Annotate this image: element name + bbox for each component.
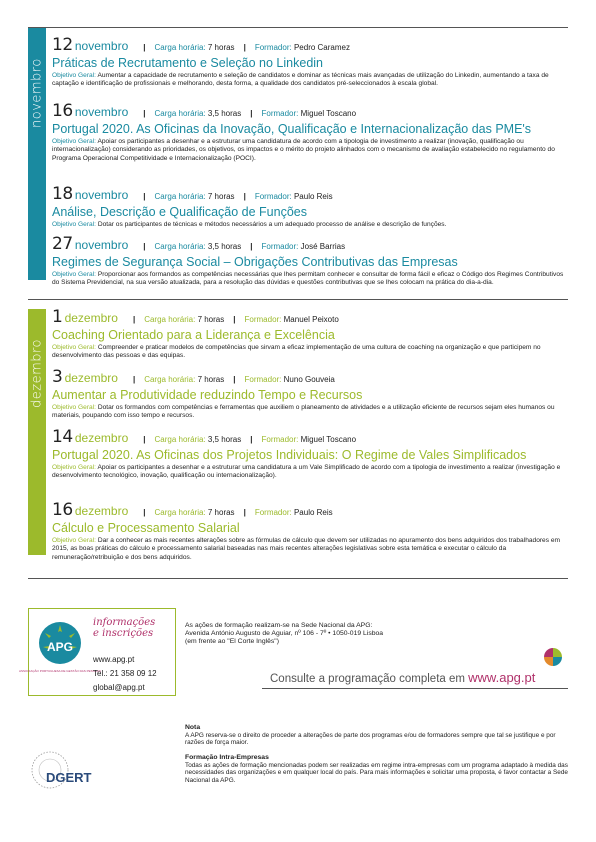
address-line-3: (em frente ao "El Corte Inglês"): [185, 638, 279, 645]
meta-separator: |: [143, 508, 146, 517]
meta-separator: |: [143, 192, 146, 201]
course-month: novembro: [74, 105, 129, 119]
november-bar: [28, 28, 46, 280]
course-title: Portugal 2020. As Oficinas dos Projetos Individuais: O Regime de Vales Simplificados: [52, 448, 527, 462]
course-meta: [52, 234, 568, 254]
hours-label: Carga horária:: [154, 435, 206, 444]
consult-underline: [262, 688, 568, 689]
course-description: [52, 138, 568, 163]
hours-label: Carga horária:: [154, 508, 206, 517]
objective-label: Objetivo Geral:: [52, 404, 96, 411]
consult-text: Consulte a programação completa em: [270, 673, 469, 685]
info-email-link[interactable]: global@apg.pt: [93, 683, 145, 692]
objective-label: Objetivo Geral:: [52, 344, 96, 351]
meta-separator: |: [132, 315, 136, 324]
course-hours: 7 horas: [207, 43, 235, 52]
course-title: Aumentar a Produtividade reduzindo Tempo e Recursos: [52, 388, 363, 402]
course-day: 16: [52, 500, 73, 520]
meta-separator: |: [250, 242, 253, 251]
meta-separator: |: [143, 43, 146, 52]
meta-separator: |: [132, 375, 136, 384]
course-title: Portugal 2020. As Oficinas da Inovação, Qualificação e Internacionalização das PME's: [52, 122, 532, 136]
meta-separator: |: [143, 242, 146, 251]
trainer-label: Formador:: [261, 435, 299, 444]
apg-dot-icon: [544, 648, 562, 666]
address-line-2: Avenida António Augusto de Aguiar, nº 106 - 7º • 1050-019 Lisboa: [185, 630, 384, 637]
meta-separator: |: [233, 375, 236, 384]
course-month: novembro: [74, 238, 129, 252]
course-meta: [52, 500, 568, 520]
objective-text: Compreender e praticar modelos de competências que sirvam a eficaz implementação de uma cultura de coaching na organização e que participem no desenvolvimento das pessoas e das equipas.: [52, 344, 541, 360]
course-title: Práticas de Recrutamento e Seleção no Linkedin: [52, 56, 323, 70]
course-title: Cálculo e Processamento Salarial: [52, 521, 240, 535]
month-label-december: dezembro: [29, 339, 45, 409]
meta-separator: |: [143, 109, 146, 118]
meta-separator: |: [250, 109, 253, 118]
course-item: [52, 101, 568, 163]
course-meta: [52, 427, 568, 447]
trainer-label: Formador:: [254, 192, 292, 201]
month-label-november: novembro: [29, 58, 45, 128]
course-hours: 3,5 horas: [207, 435, 242, 444]
trainer-label: Formador:: [244, 375, 282, 384]
course-day: 3: [52, 367, 63, 387]
course-trainer: Paulo Reis: [293, 192, 333, 201]
trainer-label: Formador:: [261, 242, 299, 251]
course-trainer: José Barrias: [300, 242, 346, 251]
course-trainer: Miguel Toscano: [300, 109, 357, 118]
course-description: [52, 404, 568, 421]
course-hours: 7 horas: [197, 315, 225, 324]
course-item: [52, 427, 568, 481]
hours-label: Carga horária:: [154, 43, 206, 52]
december-bar: [28, 309, 46, 555]
course-description: [52, 464, 568, 481]
course-trainer: Paulo Reis: [293, 508, 333, 517]
course-description: [52, 72, 568, 89]
hours-label: Carga horária:: [144, 315, 196, 324]
course-description: [52, 221, 568, 229]
course-meta: [52, 307, 568, 327]
trainer-label: Formador:: [254, 43, 292, 52]
objective-text: Dotar os participantes de técnicas e métodos necessários a um adequado processo de análise e descrição de funções.: [97, 221, 447, 228]
objective-label: Objetivo Geral:: [52, 138, 96, 145]
meta-separator: |: [243, 508, 246, 517]
course-item: [52, 234, 568, 288]
info-web-link[interactable]: www.apg.pt: [93, 655, 135, 664]
intra-block: [185, 754, 568, 784]
course-hours: 3,5 horas: [207, 109, 242, 118]
course-month: novembro: [74, 188, 129, 202]
meta-separator: |: [233, 315, 236, 324]
course-month: dezembro: [74, 431, 129, 445]
meta-separator: |: [143, 435, 146, 444]
objective-text: Proporcionar aos formandos as competências necessárias que lhes permitam conhecer e consultar de forma fácil e eficaz o Código dos Regimes Contributivos do Sistema Previdencial, na sua versão atualizada, para a resolução das dúvidas e questões contributivas que se lhes colocam na prática do dia-a-dia.: [52, 271, 564, 287]
dgert-logo: [28, 740, 118, 800]
top-rule: [28, 27, 568, 28]
course-title: Regimes de Segurança Social – Obrigações Contributivas das Empresas: [52, 255, 458, 269]
trainer-label: Formador:: [261, 109, 299, 118]
consult-line: [270, 670, 535, 685]
course-trainer: Miguel Toscano: [300, 435, 357, 444]
objective-label: Objetivo Geral:: [52, 221, 96, 228]
trainer-label: Formador:: [244, 315, 282, 324]
meta-separator: |: [250, 435, 253, 444]
course-item: [52, 367, 568, 421]
objective-text: Dar a conhecer as mais recentes alterações sobre as fórmulas de cálculo que devem ser utilizadas no apuramento dos bens adquiridos dos trabalhadores em 2015, as boas práticas do cálculo e processamento salarial baseadas nas mais recentes alterações legislativas sobre esta temática e executar o cálculo da remuneração/retribuição e dos bens adquiridos.: [52, 537, 561, 561]
meta-separator: |: [243, 192, 246, 201]
course-item: [52, 184, 568, 229]
course-day: 16: [52, 101, 73, 121]
info-phone: Tel.: 21 358 09 12: [93, 669, 157, 678]
objective-text: Apoiar os participantes a desenhar e a estruturar uma candidatura a um Vale Simplificado de acordo com a tipologia de investimento a realizar (investigação e desenvolvimento tecnológico, inovação, qualificação ou internacionalização).: [52, 464, 561, 480]
course-description: [52, 271, 568, 288]
course-item: [52, 500, 568, 562]
apg-logo: [19, 619, 101, 679]
hours-label: Carga horária:: [154, 109, 206, 118]
hours-label: Carga horária:: [154, 242, 206, 251]
footer-rule: [28, 578, 568, 579]
course-description: [52, 344, 568, 361]
course-meta: [52, 35, 568, 55]
info-title: [93, 617, 155, 639]
objective-text: Apoiar os participantes a desenhar e a estruturar uma candidatura de acordo com a tipologia de investimento a realizar (inovação, qualificação ou internacionalização) considerando as prioridades, os objetivos, os impactos e o mérito do projeto alinhados com o mecanismo de avaliação estabelecido no regulamento do Programa Operacional Competitividade e Internacionalização (POCI).: [52, 138, 555, 162]
course-month: novembro: [74, 39, 129, 53]
course-hours: 7 horas: [207, 192, 235, 201]
note-text: A APG reserva-se o direito de proceder a alterações de parte dos programas e/ou de formadores sempre que tal se justifique e por razões de força maior.: [185, 731, 556, 747]
info-title-line-2: e inscrições: [93, 628, 154, 639]
course-day: 18: [52, 184, 73, 204]
apg-logo-sub: ASSOCIAÇÃO PORTUGUESA DE GESTÃO DAS PESSOAS: [19, 669, 101, 673]
trainer-label: Formador:: [254, 508, 292, 517]
course-meta: [52, 101, 568, 121]
objective-label: Objetivo Geral:: [52, 464, 96, 471]
objective-label: Objetivo Geral:: [52, 72, 96, 79]
course-month: dezembro: [74, 504, 129, 518]
course-trainer: Pedro Caramez: [293, 43, 350, 52]
course-hours: 7 horas: [207, 508, 235, 517]
course-day: 12: [52, 35, 73, 55]
apg-logo-text: APG: [46, 640, 74, 654]
objective-label: Objetivo Geral:: [52, 271, 96, 278]
note-title: Nota: [185, 724, 201, 731]
course-day: 1: [52, 307, 63, 327]
objective-text: Dotar os formandos com competências e ferramentas que auxiliem o planeamento de atividades e a utilização eficiente de recursos sejam eles humanos ou materiais, poupando com isso tempo e recursos.: [52, 404, 555, 420]
hours-label: Carga horária:: [144, 375, 196, 384]
intra-title: Formação Intra-Empresas: [185, 754, 269, 761]
course-item: [52, 35, 568, 89]
course-day: 27: [52, 234, 73, 254]
objective-label: Objetivo Geral:: [52, 537, 96, 544]
course-hours: 3,5 horas: [207, 242, 242, 251]
meta-separator: |: [243, 43, 246, 52]
course-title: Coaching Orientado para a Liderança e Excelência: [52, 328, 335, 342]
month-divider: [28, 299, 568, 300]
course-trainer: Nuno Gouveia: [283, 375, 335, 384]
course-day: 14: [52, 427, 73, 447]
course-meta: [52, 367, 568, 387]
info-title-line-1: informações: [93, 617, 156, 628]
intra-text: Todas as ações de formação mencionadas podem ser realizadas em regime intra-empresas com um programa adaptado à medida das necessidades das organizações e em qualquer local do país. Para mais informações e solicitar uma proposta, é favor contactar a Sede Nacional da APG.: [185, 761, 568, 784]
note-block: [185, 724, 568, 747]
info-box: [19, 608, 176, 696]
objective-text: Aumentar a capacidade de recrutamento e seleção de candidatos e dominar as técnicas mais avançadas de utilização do Linkedin, aumentando a taxa de captação e identificação de profissionais e melhorando, desta forma, a qualidade dos candidatos pré-seleccionados à escala global.: [52, 72, 549, 88]
hours-label: Carga horária:: [154, 192, 206, 201]
course-meta: [52, 184, 568, 204]
dgert-logo-text: DGERT: [46, 770, 92, 785]
course-month: dezembro: [64, 311, 118, 325]
course-title: Análise, Descrição e Qualificação de Funções: [52, 205, 307, 219]
address-line-1: As ações de formação realizam-se na Sede Nacional da APG:: [185, 622, 373, 629]
course-description: [52, 537, 568, 562]
course-trainer: Manuel Peixoto: [283, 315, 339, 324]
course-hours: 7 horas: [197, 375, 225, 384]
course-item: [52, 307, 568, 361]
course-month: dezembro: [64, 371, 118, 385]
consult-url-link[interactable]: www.apg.pt: [468, 670, 536, 685]
